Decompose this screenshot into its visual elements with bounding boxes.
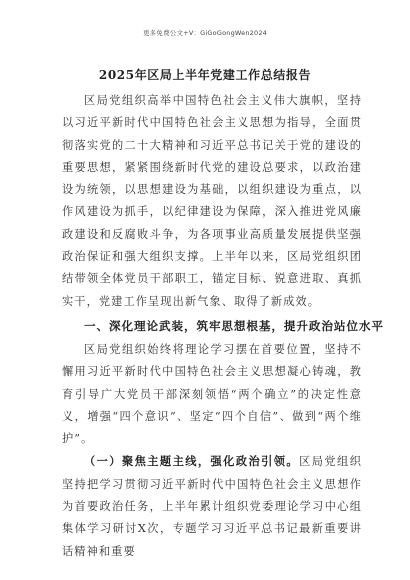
document-title: 2025年区局上半年党建工作总结报告 <box>98 68 312 82</box>
section-heading-1: 一、深化理论武装，筑牢思想根基，提升政治站位水平 <box>84 318 384 333</box>
subsection-1-paragraph <box>62 450 362 562</box>
subsection-1-heading: （一）聚焦主题主线，强化政治引领。 <box>84 454 300 469</box>
section-1-paragraph: 区局党组织始终将理论学习摆在首要位置，坚持不懈用习近平新时代中国特色社会主义思想凝心铸魂，教育引导广大党员干部深刻领悟“两个确立”的决定性意义，增强“四个意识”、坚定“四个自信”、做到“两个维护”。 <box>62 342 362 446</box>
subsection-1-text: 区局党组织坚持把学习贯彻习近平新时代中国特色社会主义思想作为首要政治任务，上半年累计组织党委理论学习中心组集体学习研讨X次，专题学习习近平总书记最新重要讲话精神和重要 <box>62 455 362 558</box>
header-note: 更多免费公文+V：GiGoGongWen2024 <box>142 29 267 37</box>
document-body <box>62 90 384 563</box>
intro-paragraph: 区局党组织高举中国特色社会主义伟大旗帜，坚持以习近平新时代中国特色社会主义思想为指导，全面贯彻落实党的二十大精神和习近平总书记关于党的建设的重要思想，紧紧围绕新时代党的建设总要求，以政治建设为统领，以思想建设为基础，以组织建设为重点，以作风建设为抓手，以纪律建设为保障，深入推进党风廉政建设和反腐败斗争，为各项事业高质量发展提供坚强政治保证和强大组织支撑。上半年以来，区局党组织团结带领全体党员干部职工，锚定目标、锐意进取、真抓实干，党建工作呈现出新气象、取得了新成效。 <box>62 94 362 308</box>
